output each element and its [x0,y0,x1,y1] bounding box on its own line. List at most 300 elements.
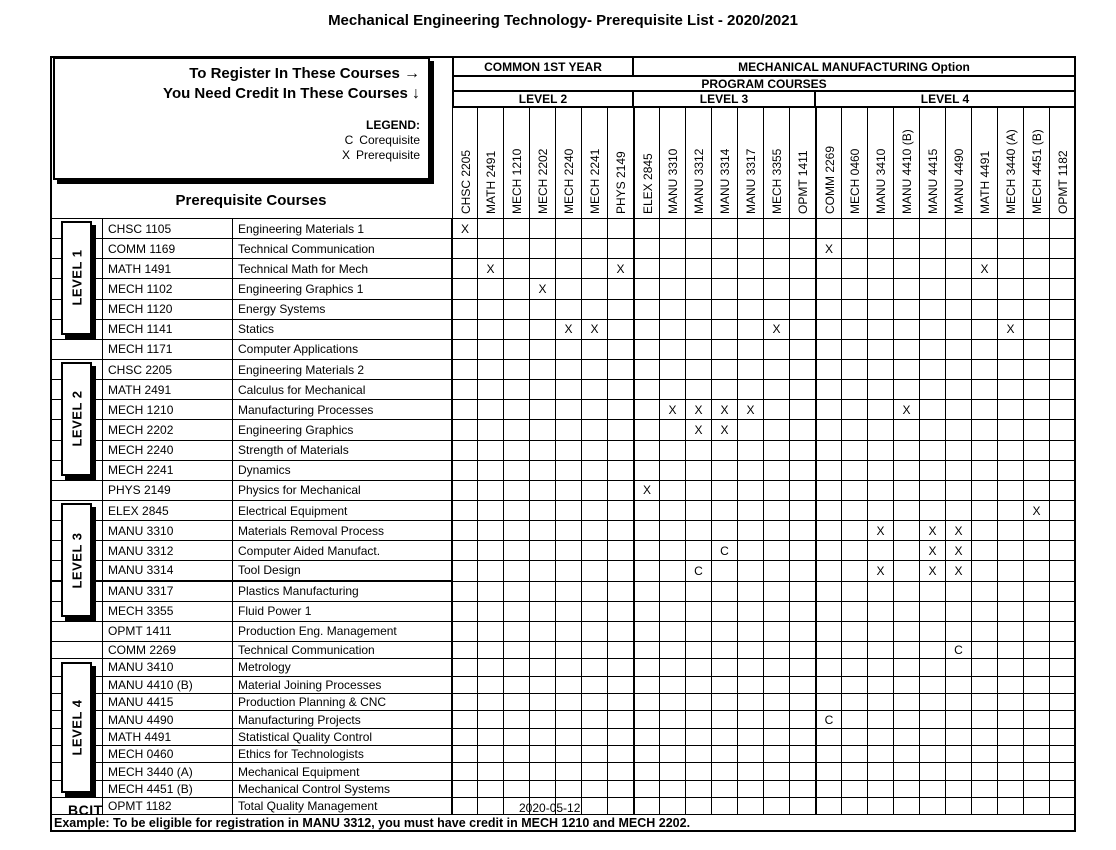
prereq-mark-cell [712,340,738,360]
level-group-label: LEVEL 2 [61,362,92,476]
prereq-mark-cell [504,521,530,541]
prereq-mark-cell [608,219,634,239]
prereq-mark-cell [556,279,582,299]
prereq-mark-cell [1024,781,1050,798]
prereq-mark-cell [1050,320,1076,340]
prereq-mark-cell [504,746,530,763]
prereq-mark-cell [1024,602,1050,622]
prereq-mark-cell [504,481,530,501]
prereq-mark-cell [946,320,972,340]
course-name: Statics [233,320,452,340]
prereq-mark-cell [764,763,790,780]
prereq-mark-cell [634,501,660,521]
course-name: Engineering Materials 1 [233,219,452,239]
prereq-mark-cell [660,300,686,320]
prereq-mark-cell [842,582,868,602]
prereq-mark-cell [998,481,1024,501]
prereq-mark-cell [1024,746,1050,763]
prereq-mark-cell [972,481,998,501]
prereq-mark-cell [452,781,478,798]
prereq-mark-cell [842,798,868,815]
prereq-mark-cell [842,677,868,694]
prereq-mark-cell [764,340,790,360]
prereq-mark-cell [712,501,738,521]
prereq-mark-cell [998,711,1024,728]
prereq-mark-cell [504,582,530,602]
prereq-mark-cell [634,582,660,602]
prereq-mark-cell [1050,677,1076,694]
prereq-mark-cell [686,602,712,622]
prereq-mark-cell [660,279,686,299]
prereq-mark-cell [868,239,894,259]
prereq-mark-cell [764,622,790,642]
prereq-mark-cell [868,461,894,481]
prereq-mark-cell [946,259,972,279]
prereq-mark-cell: X [712,400,738,420]
prereq-mark-cell [634,521,660,541]
course-name: Manufacturing Processes [233,400,452,420]
prereq-mark-cell [790,659,816,676]
prereq-mark-cell [712,441,738,461]
prereq-mark-cell [556,711,582,728]
prereq-mark-cell [1024,677,1050,694]
prereq-mark-cell [504,279,530,299]
prereq-mark-cell [712,602,738,622]
prereq-mark-cell [634,360,660,380]
prereq-mark-cell [1024,694,1050,711]
prereq-mark-cell [608,420,634,440]
prereq-mark-cell [894,259,920,279]
prereq-mark-cell [504,711,530,728]
prereq-mark-cell [1050,400,1076,420]
prereq-mark-cell [608,582,634,602]
course-name: Energy Systems [233,300,452,320]
prereq-mark-cell [504,360,530,380]
prereq-mark-cell: X [920,561,946,581]
prereq-mark-cell [478,420,504,440]
prereq-mark-cell [842,441,868,461]
prereq-mark-cell [790,239,816,259]
prereq-mark-cell [634,441,660,461]
prereq-mark-cell [868,642,894,659]
prereq-mark-cell [712,763,738,780]
prereq-mark-cell [530,694,556,711]
prereq-mark-cell [712,729,738,746]
prereq-mark-cell [790,798,816,815]
prereq-mark-cell [504,541,530,561]
prereq-mark-cell [582,642,608,659]
prereq-mark-cell [1050,602,1076,622]
prereq-mark-cell [868,711,894,728]
prereq-mark-cell [894,798,920,815]
prereq-mark-cell: X [868,561,894,581]
prereq-mark-cell [634,711,660,728]
prereq-mark-cell: X [946,561,972,581]
prereq-mark-cell [764,239,790,259]
column-header: MECH 1210 [504,108,530,218]
prereq-mark-cell [972,279,998,299]
prereq-mark-cell [660,711,686,728]
prereq-mark-cell [452,481,478,501]
prereq-mark-cell [634,677,660,694]
prereq-mark-cell [712,622,738,642]
prereq-mark-cell [530,659,556,676]
prereq-mark-cell [608,400,634,420]
prereq-mark-cell [946,781,972,798]
prereq-mark-cell [1050,781,1076,798]
prereq-mark-cell [842,481,868,501]
prereq-mark-cell [816,798,842,815]
common-first-year-header: COMMON 1ST YEAR [452,56,634,77]
prereq-mark-cell [1024,642,1050,659]
prereq-mark-cell [582,340,608,360]
prereq-mark-cell [1024,420,1050,440]
prereq-mark-cell [972,521,998,541]
prereq-mark-cell [1024,400,1050,420]
prereq-mark-cell [972,659,998,676]
prereq-mark-cell [790,360,816,380]
prereq-mark-cell [530,677,556,694]
prereq-mark-cell [738,521,764,541]
prereq-mark-cell [582,746,608,763]
prereq-mark-cell [816,320,842,340]
column-header: MANU 4490 [946,108,972,218]
prereq-mark-cell: C [686,561,712,581]
prereq-mark-cell [816,481,842,501]
prereq-mark-cell [868,441,894,461]
prereq-mark-cell [894,582,920,602]
level-gutter-cell [50,642,103,659]
prereq-mark-cell [998,781,1024,798]
prereq-mark-cell [998,694,1024,711]
prereq-mark-cell [920,798,946,815]
prereq-mark-cell [634,781,660,798]
course-code: OPMT 1411 [103,622,233,642]
course-code: CHSC 2205 [103,360,233,380]
prereq-mark-cell [582,694,608,711]
prereq-mark-cell [686,300,712,320]
prereq-mark-cell [556,340,582,360]
prereq-mark-cell [764,521,790,541]
column-header: PHYS 2149 [608,108,634,218]
prereq-mark-cell [946,340,972,360]
prereq-mark-cell [712,279,738,299]
prereq-mark-cell [764,659,790,676]
prereq-mark-cell [712,781,738,798]
prereq-mark-cell [452,420,478,440]
prereq-mark-cell [1050,461,1076,481]
prereq-mark-cell [790,501,816,521]
prereq-mark-cell [608,279,634,299]
prereq-mark-cell [868,798,894,815]
prereq-mark-cell [764,746,790,763]
course-code: MECH 0460 [103,746,233,763]
prereq-mark-cell [868,746,894,763]
prereq-mark-cell [764,461,790,481]
prereq-mark-cell: C [946,642,972,659]
prereq-mark-cell [478,561,504,581]
prereq-mark-cell [868,622,894,642]
prereq-mark-cell [894,711,920,728]
prereq-mark-cell [894,219,920,239]
course-code: MECH 2202 [103,420,233,440]
prereq-mark-cell [582,300,608,320]
prereq-mark-cell [452,340,478,360]
prereq-mark-cell [478,380,504,400]
prereq-mark-cell [478,461,504,481]
prereq-mark-cell [972,677,998,694]
column-header: MECH 3440 (A) [998,108,1024,218]
prereq-mark-cell [712,481,738,501]
prereq-mark-cell [452,320,478,340]
prereq-mark-cell [868,602,894,622]
prereq-mark-cell [868,541,894,561]
course-code: MANU 4415 [103,694,233,711]
level-2-column-header: LEVEL 2 [452,90,634,108]
prereq-mark-cell [634,279,660,299]
prereq-mark-cell [1050,279,1076,299]
prereq-mark-cell [738,729,764,746]
prereq-mark-cell [790,746,816,763]
prereq-mark-cell [816,340,842,360]
prereq-mark-cell [478,400,504,420]
prereq-mark-cell [452,541,478,561]
prereq-mark-cell [686,340,712,360]
prereq-mark-cell [1050,582,1076,602]
prereq-mark-cell: X [686,420,712,440]
level-gutter-cell [50,340,103,360]
course-name: Materials Removal Process [233,521,452,541]
prereq-mark-cell [608,659,634,676]
prereq-mark-cell [738,582,764,602]
prereq-mark-cell [660,642,686,659]
prereq-mark-cell [660,340,686,360]
level-4-column-header: LEVEL 4 [814,90,1076,108]
prereq-mark-cell [868,380,894,400]
prereq-mark-cell [712,259,738,279]
prereq-mark-cell [1050,521,1076,541]
prereq-mark-cell [946,746,972,763]
prereq-mark-cell [608,501,634,521]
prereq-mark-cell [868,219,894,239]
prereq-mark-cell: X [556,320,582,340]
prereq-mark-cell [556,746,582,763]
prereq-mark-cell [972,694,998,711]
prereq-mark-cell [582,279,608,299]
prereq-mark-cell [634,219,660,239]
prereq-mark-cell [712,300,738,320]
prereq-mark-cell [452,659,478,676]
column-header: MANU 3312 [686,108,712,218]
prereq-mark-cell [894,501,920,521]
prerequisite-meaning: Prerequisite [355,148,420,162]
column-header: MECH 2241 [582,108,608,218]
prereq-mark-cell [790,642,816,659]
prereq-mark-cell [478,521,504,541]
prereq-mark-cell [946,622,972,642]
prereq-mark-cell [816,746,842,763]
prereq-mark-cell [842,763,868,780]
prereq-mark-cell: X [452,219,478,239]
prereq-mark-cell [842,239,868,259]
course-code: ELEX 2845 [103,501,233,521]
prereq-mark-cell [738,279,764,299]
prereq-mark-cell [582,677,608,694]
prereq-mark-cell [764,259,790,279]
prereq-mark-cell [530,320,556,340]
prereq-mark-cell [816,441,842,461]
prereq-mark-cell [530,380,556,400]
prereq-mark-cell [790,602,816,622]
prereq-mark-cell [998,501,1024,521]
prereq-mark-cell [660,501,686,521]
prereq-mark-cell [1050,561,1076,581]
prereq-mark-cell [504,781,530,798]
prereq-mark-cell [452,360,478,380]
example-note: Example: To be eligible for registration in MANU 3312, you must have credit in MECH 1210 and MECH 2202. [54,816,691,830]
prereq-mark-cell [816,400,842,420]
prereq-mark-cell [738,380,764,400]
prereq-mark-cell [452,380,478,400]
prereq-mark-cell [634,798,660,815]
prereq-mark-cell [972,561,998,581]
prereq-mark-cell [634,763,660,780]
prereq-mark-cell [556,239,582,259]
course-code: MATH 4491 [103,729,233,746]
prereq-mark-cell [972,320,998,340]
legend-corequisite [55,133,420,148]
prereq-mark-cell [504,461,530,481]
prereq-mark-cell [764,501,790,521]
prereq-mark-cell [556,781,582,798]
prereq-mark-cell [920,259,946,279]
prereq-mark-cell [530,340,556,360]
prereq-mark-cell [1024,729,1050,746]
course-code: MANU 3317 [103,582,233,602]
prereq-mark-cell [894,763,920,780]
prereq-mark-cell [712,711,738,728]
prereq-mark-cell [1050,300,1076,320]
prerequisite-grid [50,218,1076,816]
prereq-mark-cell [764,798,790,815]
prereq-mark-cell [608,481,634,501]
prereq-mark-cell [920,659,946,676]
prereq-mark-cell [712,659,738,676]
prereq-mark-cell [998,746,1024,763]
prereq-mark-cell [582,400,608,420]
prereq-mark-cell [608,763,634,780]
prereq-mark-cell [1024,763,1050,780]
column-header: COMM 2269 [816,108,842,218]
prereq-mark-cell [556,300,582,320]
prereq-mark-cell [634,602,660,622]
prereq-mark-cell [816,521,842,541]
prereq-mark-cell [920,400,946,420]
prereq-mark-cell [816,694,842,711]
course-name: Fluid Power 1 [233,602,452,622]
prereq-mark-cell [764,561,790,581]
prereq-mark-cell [530,360,556,380]
prereq-mark-cell [608,642,634,659]
prereq-mark-cell [946,659,972,676]
prereq-mark-cell [634,729,660,746]
prereq-mark-cell [478,763,504,780]
course-code: PHYS 2149 [103,481,233,501]
prereq-mark-cell [842,219,868,239]
prereq-mark-cell [530,481,556,501]
prereq-mark-cell [712,582,738,602]
course-code: MANU 3310 [103,521,233,541]
prereq-mark-cell [556,259,582,279]
prereq-mark-cell [478,320,504,340]
prereq-mark-cell [686,380,712,400]
prereq-mark-cell [920,677,946,694]
prereq-mark-cell [686,622,712,642]
prereq-mark-cell [530,461,556,481]
course-code: MECH 1102 [103,279,233,299]
prereq-mark-cell [504,380,530,400]
course-code: MECH 1210 [103,400,233,420]
prereq-mark-cell: X [478,259,504,279]
prereq-mark-cell [790,729,816,746]
prereq-mark-cell [738,360,764,380]
prereq-mark-cell [504,642,530,659]
prereq-mark-cell [686,763,712,780]
prereq-mark-cell [1050,642,1076,659]
prereq-mark-cell [686,521,712,541]
course-code: MANU 3314 [103,561,233,581]
prereq-mark-cell [1050,481,1076,501]
prereq-mark-cell [660,729,686,746]
prereq-mark-cell [686,729,712,746]
prereq-mark-cell [1050,622,1076,642]
course-code: MATH 2491 [103,380,233,400]
prereq-mark-cell [686,279,712,299]
prereq-mark-cell [1050,798,1076,815]
prereq-mark-cell [478,694,504,711]
prereq-mark-cell [920,300,946,320]
prereq-mark-cell: C [816,711,842,728]
prereq-mark-cell [686,781,712,798]
prereq-mark-cell [504,219,530,239]
prereq-mark-cell [504,259,530,279]
prereq-mark-cell [582,622,608,642]
prereq-mark-cell [1024,622,1050,642]
prereq-mark-cell [660,694,686,711]
prereq-mark-cell [998,763,1024,780]
prereq-mark-cell [608,340,634,360]
prereq-mark-cell [660,763,686,780]
prereq-mark-cell [686,798,712,815]
prereq-mark-cell [660,219,686,239]
prereq-mark-cell [790,481,816,501]
prereq-mark-cell [920,602,946,622]
prereq-mark-cell [790,441,816,461]
prereq-mark-cell [660,781,686,798]
course-name: Engineering Graphics [233,420,452,440]
column-header: MATH 2491 [478,108,504,218]
course-code: MECH 2241 [103,461,233,481]
prereq-mark-cell [946,300,972,320]
prereq-mark-cell [686,541,712,561]
prereq-mark-cell [504,677,530,694]
prereq-mark-cell [738,259,764,279]
prereq-mark-cell [946,441,972,461]
prereq-mark-cell [582,521,608,541]
prereq-mark-cell: X [868,521,894,541]
prereq-mark-cell [894,320,920,340]
prereq-mark-cell [530,746,556,763]
